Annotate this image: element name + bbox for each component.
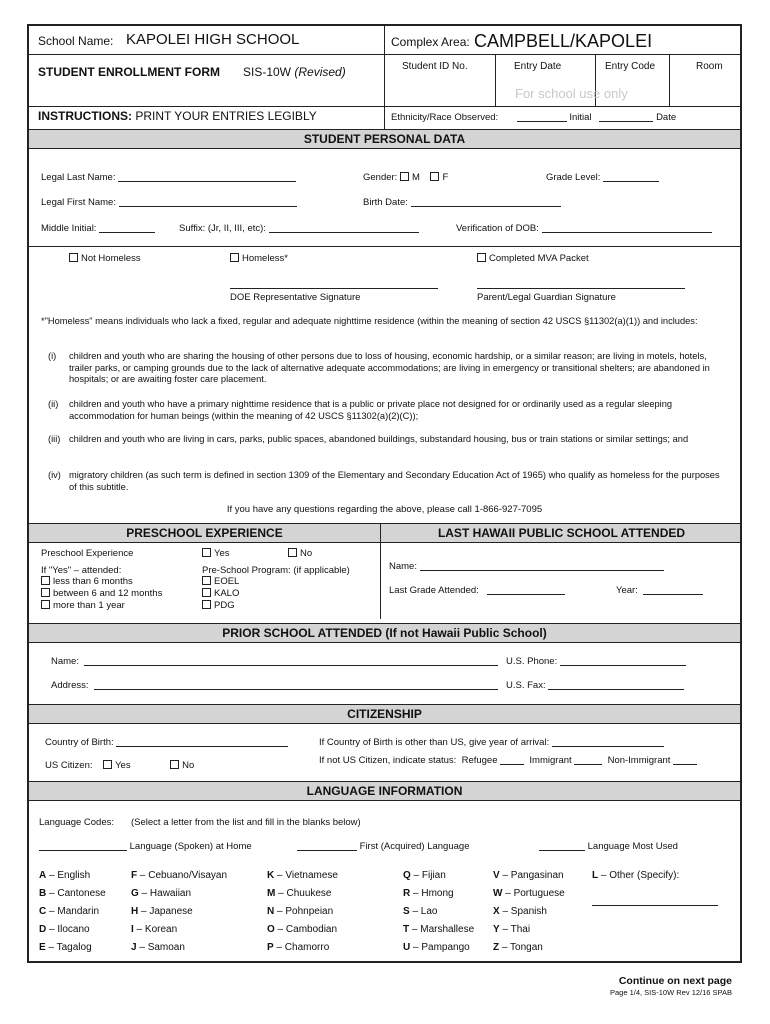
language-code-item: C – Mandarin	[39, 906, 100, 917]
spoken-language-field[interactable]: Language (Spoken) at Home	[39, 841, 252, 852]
gender-m-checkbox[interactable]	[400, 172, 409, 181]
middle-initial-field[interactable]: Middle Initial:	[41, 223, 155, 234]
us-citizen-no-checkbox[interactable]	[170, 760, 179, 769]
kalo-checkbox[interactable]	[202, 588, 211, 597]
preschool-yes-option[interactable]: Yes	[202, 548, 230, 559]
lt6-option[interactable]: less than 6 months	[41, 576, 133, 587]
parent-signature-label: Parent/Legal Guardian Signature	[477, 292, 616, 303]
suffix-field[interactable]: Suffix: (Jr, II, III, etc):	[179, 223, 419, 234]
preschool-program-label: Pre-School Program: (if applicable)	[202, 565, 350, 576]
questions-note: If you have any questions regarding the above, please call 1-866-927-7095	[226, 504, 543, 515]
btw-checkbox[interactable]	[41, 588, 50, 597]
us-citizen-yes-checkbox[interactable]	[103, 760, 112, 769]
doe-signature-line[interactable]	[230, 288, 438, 289]
gender-f-checkbox[interactable]	[430, 172, 439, 181]
language-code-item: Y – Thai	[493, 924, 531, 935]
ethnicity-observed: Ethnicity/Race Observed: Initial Date	[391, 112, 677, 123]
arrival-year-field[interactable]: If Country of Birth is other than US, give year of arrival:	[319, 737, 664, 748]
if-yes-label: If "Yes" – attended:	[41, 565, 122, 576]
mva-packet-option[interactable]: Completed MVA Packet	[477, 253, 589, 264]
language-code-item: B – Cantonese	[39, 888, 106, 899]
preschool-no-checkbox[interactable]	[288, 548, 297, 557]
not-homeless-option[interactable]: Not Homeless	[69, 253, 141, 264]
item-i-number: (i)	[48, 351, 57, 361]
language-code-item: N – Pohnpeian	[267, 906, 334, 917]
language-code-item: I – Korean	[131, 924, 178, 935]
homeless-option[interactable]: Homeless*	[230, 253, 288, 264]
language-code-item: A – English	[39, 870, 91, 881]
language-codes-instruction: (Select a letter from the list and fill in the blanks below)	[131, 817, 361, 828]
continue-note: Continue on next page	[618, 975, 732, 987]
parent-signature-line[interactable]	[477, 288, 685, 289]
other-language-line[interactable]	[592, 896, 718, 906]
item-i-text: children and youth who are sharing the housing of other persons due to loss of housing, economic hardship, or a similar reason; are living in motels, hotels, trailer parks, or camping grounds due to the lack of alternative adequate accommodations; are living in emergency or transitional shelters; are abandoned in hospitals; or are awaiting foster care placement.	[69, 351, 710, 384]
language-code-item: D – Ilocano	[39, 924, 90, 935]
mva-packet-checkbox[interactable]	[477, 253, 486, 262]
school-name-value[interactable]: KAPOLEI HIGH SCHOOL	[126, 31, 300, 48]
language-code-item: S – Lao	[403, 906, 438, 917]
language-code-item: Z – Tongan	[493, 942, 543, 953]
complex-area-value[interactable]: CAMPBELL/KAPOLEI	[474, 31, 653, 51]
prior-fax-field[interactable]: U.S. Fax:	[506, 680, 684, 691]
homeless-definition: *"Homeless" means individuals who lack a fixed, regular and adequate nighttime residence (within the meaning of section 42 USCS §11302(a)(1)) and includes:	[41, 316, 698, 326]
complex-area-label: Complex Area:	[391, 35, 470, 49]
item-iii-text: children and youth who are living in cars, parks, public spaces, abandoned buildings, substandard housing, bus or train stations or similar settings; and	[69, 434, 689, 444]
preschool-yes-checkbox[interactable]	[202, 548, 211, 557]
legal-first-name-field[interactable]: Legal First Name:	[41, 197, 297, 208]
section-preschool: PRESCHOOL EXPERIENCE	[126, 526, 283, 540]
language-code-item: E – Tagalog	[39, 942, 92, 953]
prior-phone-field[interactable]: U.S. Phone:	[506, 656, 686, 667]
instructions: INSTRUCTIONS: PRINT YOUR ENTRIES LEGIBLY	[38, 109, 317, 123]
language-code-item: R – Hmong	[403, 888, 454, 899]
form-title: STUDENT ENROLLMENT FORM	[38, 65, 220, 79]
birth-date-field[interactable]: Birth Date:	[363, 197, 561, 208]
language-code-item: M – Chuukese	[267, 888, 332, 899]
language-codes-label: Language Codes:	[39, 817, 115, 828]
pdg-option[interactable]: PDG	[202, 600, 235, 611]
country-of-birth-field[interactable]: Country of Birth:	[45, 737, 288, 748]
item-iv-number: (iv)	[48, 470, 61, 480]
last-hawaii-name-field[interactable]: Name:	[389, 561, 664, 572]
us-citizen-field[interactable]: US Citizen: Yes No	[45, 760, 195, 771]
language-code-item: H – Japanese	[131, 906, 193, 917]
homeless-checkbox[interactable]	[230, 253, 239, 262]
entry-code-label: Entry Code	[605, 61, 656, 72]
language-column-4	[403, 867, 474, 957]
dob-verification-field[interactable]: Verification of DOB:	[456, 223, 712, 234]
legal-last-name-field[interactable]: Legal Last Name:	[41, 172, 296, 183]
student-id-label: Student ID No.	[402, 61, 468, 72]
eoel-checkbox[interactable]	[202, 576, 211, 585]
language-column-5	[493, 867, 565, 957]
language-code-item: J – Samoan	[131, 942, 185, 953]
language-code-item: Q – Fijian	[403, 870, 446, 881]
language-code-item: F – Cebuano/Visayan	[131, 870, 227, 881]
most-used-language-field[interactable]: Language Most Used	[539, 841, 678, 852]
prior-name-field[interactable]: Name:	[51, 656, 498, 667]
language-code-item: K – Vietnamese	[267, 870, 338, 881]
last-year-field[interactable]: Year:	[616, 585, 703, 596]
eoel-option[interactable]: EOEL	[202, 576, 239, 587]
language-code-item: O – Cambodian	[267, 924, 338, 935]
preschool-experience-label: Preschool Experience	[41, 548, 134, 559]
language-column-3	[267, 867, 338, 957]
school-use-note: For school use only	[515, 86, 628, 101]
section-last-hawaii-school: LAST HAWAII PUBLIC SCHOOL ATTENDED	[437, 526, 686, 540]
gender-field[interactable]: Gender: M F	[363, 172, 449, 183]
grade-level-field[interactable]: Grade Level:	[546, 172, 659, 183]
room-label: Room	[696, 61, 723, 72]
section-student-personal-data: STUDENT PERSONAL DATA	[29, 129, 740, 149]
language-code-item: V – Pangasinan	[493, 870, 564, 881]
btw-option[interactable]: between 6 and 12 months	[41, 588, 162, 599]
item-iii-number: (iii)	[48, 434, 61, 444]
doe-signature-label: DOE Representative Signature	[230, 292, 361, 303]
last-grade-field[interactable]: Last Grade Attended:	[389, 585, 565, 596]
language-code-item: X – Spanish	[493, 906, 547, 917]
acquired-language-field[interactable]: First (Acquired) Language	[297, 841, 469, 852]
form-code: SIS-10W (Revised)	[243, 65, 346, 79]
language-column-2	[131, 867, 227, 957]
entry-date-label: Entry Date	[514, 61, 562, 72]
language-code-item: G – Hawaiian	[131, 888, 192, 899]
preschool-no-option[interactable]: No	[288, 548, 312, 559]
pdg-checkbox[interactable]	[202, 600, 211, 609]
section-citizenship: CITIZENSHIP	[29, 704, 740, 724]
item-ii-number: (ii)	[48, 399, 59, 409]
gt1-checkbox[interactable]	[41, 600, 50, 609]
item-ii-text: children and youth who have a primary nighttime residence that is a public or private place not designed for or ordinarily used as a regular sleeping accommodation for human beings (within the meaning of 42 USCS §11302(a)(2)(C));	[69, 399, 673, 421]
item-iv-text: migratory children (as such term is defined in section 1309 of the Elementary and Secondary Education Act of 1965) who qualify as homeless for the purposes of this subtitle.	[69, 470, 720, 492]
gt1-option[interactable]: more than 1 year	[41, 600, 125, 611]
section-language: LANGUAGE INFORMATION	[29, 781, 740, 801]
language-code-item: T – Marshallese	[403, 924, 475, 935]
language-column-1	[39, 867, 106, 957]
not-homeless-checkbox[interactable]	[69, 253, 78, 262]
language-code-item: W – Portuguese	[493, 888, 565, 899]
enrollment-form	[27, 24, 742, 963]
citizen-status-field[interactable]: If not US Citizen, indicate status: Refugee Immigrant Non-Immigrant	[319, 755, 697, 766]
language-code-item: U – Pampango	[403, 942, 470, 953]
kalo-option[interactable]: KALO	[202, 588, 239, 599]
language-other-specify[interactable]: L – Other (Specify):	[592, 867, 718, 911]
school-name-label: School Name:	[38, 34, 114, 48]
section-prior-school: PRIOR SCHOOL ATTENDED (If not Hawaii Public School)	[29, 623, 740, 643]
page-number: Page 1/4, SIS-10W Rev 12/16 SPAB	[609, 988, 732, 997]
prior-address-field[interactable]: Address:	[51, 680, 498, 691]
language-code-item: P – Chamorro	[267, 942, 330, 953]
lt6-checkbox[interactable]	[41, 576, 50, 585]
